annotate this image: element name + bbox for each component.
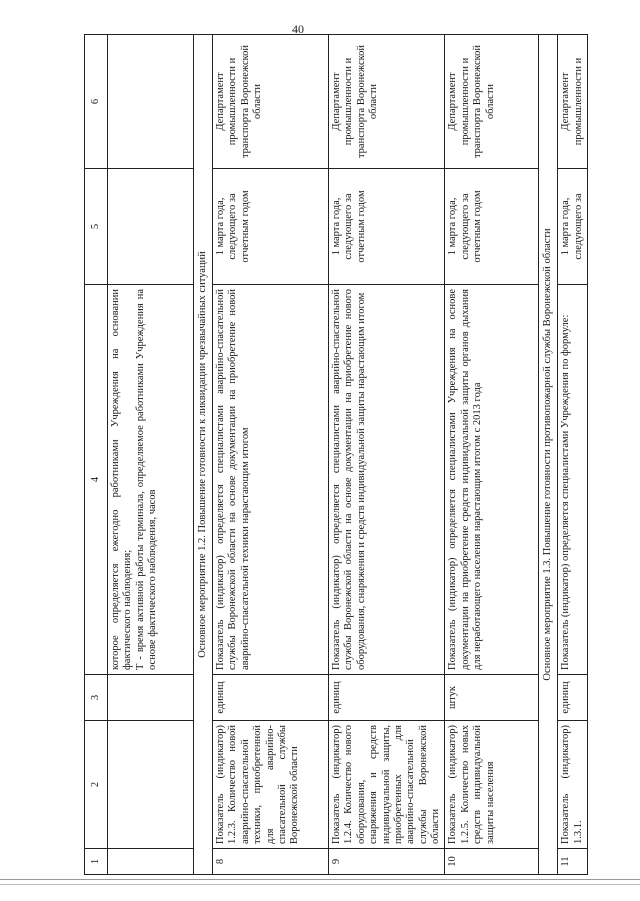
- section-title-1-3: Основное мероприятие 1.3. Повышение готовности противопожарной службы Воронежской области: [539, 35, 558, 875]
- table-row: [213, 35, 329, 875]
- rotated-table-frame: [84, 35, 602, 875]
- calculation-method: Показатель (индикатор) определяется специалистами Учреждения на основе документации на приобретение средств индивидуальной защиты органов дыхания для неработающего населения нарастающим итогом с 2013 года: [445, 285, 539, 675]
- unit: единиц: [558, 675, 588, 721]
- header-cell-4: 4: [85, 285, 108, 675]
- scan-edge-line: [0, 879, 640, 880]
- calculation-method: Показатель (индикатор) определяется специалистами Учреждения по формуле:: [558, 285, 588, 675]
- row-number: 9: [329, 849, 445, 875]
- page-number: 40: [292, 22, 304, 36]
- row-number: 11: [558, 849, 588, 875]
- table-row: [445, 35, 539, 875]
- section-title-1-2: Основное мероприятие 1.2. Повышение готовности к ликвидации чрезвычайных ситуаций: [194, 35, 213, 875]
- continuation-row: [108, 35, 194, 875]
- table-row: [329, 35, 445, 875]
- scan-edge-line: [0, 884, 640, 885]
- indicator-table: [84, 34, 588, 875]
- responsible-body: Департамент промышленности и: [558, 35, 588, 169]
- section-row-1-2: [194, 35, 213, 875]
- row-number: 8: [213, 849, 329, 875]
- section-row-1-3: [539, 35, 558, 875]
- responsible-body: Департамент промышленности и транспорта Воронежской области: [213, 35, 329, 169]
- header-cell-1: 1: [85, 849, 108, 875]
- rotated-table-container: [84, 35, 602, 875]
- deadline: 1 марта года, следующего за отчетным годом: [329, 169, 445, 285]
- indicator-name: Показатель (индикатор) 1.2.4. Количество нового оборудования, снаряжения и средств индивидуальной защиты, приобретенных для аварийно-спасательной службы Воронежской области: [329, 721, 445, 849]
- calculation-method: Показатель (индикатор) определяется специалистами аварийно-спасательной службы Воронежской области на основе документации на приобретение нового оборудования, снаряжения и средств индивидуальной защиты нарастающим итогом: [329, 285, 445, 675]
- header-row: [85, 35, 108, 875]
- calculation-method: Показатель (индикатор) определяется специалистами аварийно-спасательной службы Воронежской области на основе документации на приобретение новой аварийно-спасательной техники нарастающим итогом: [213, 285, 329, 675]
- indicator-name: Показатель (индикатор) 1.2.5. Количество новых средств индивидуальной защиты населения: [445, 721, 539, 849]
- unit: единиц: [213, 675, 329, 721]
- indicator-name: Показатель (индикатор) 1.2.3. Количество новой аварийно-спасательной техники, приобретенной для аварийно-спасательной службы Воронежской области: [213, 721, 329, 849]
- responsible-body: Департамент промышленности и транспорта Воронежской области: [329, 35, 445, 169]
- header-cell-3: 3: [85, 675, 108, 721]
- responsible-body: Департамент промышленности и транспорта Воронежской области: [445, 35, 539, 169]
- row-number: 10: [445, 849, 539, 875]
- unit: штук: [445, 675, 539, 721]
- formula-continuation-text: которое определяется ежегодно работниками Учреждения на основании фактического наблюдения; Т - время активной работы терминала, определяемое работниками Учреждения на основе фактического наблюдения, часов: [108, 285, 194, 675]
- deadline: 1 марта года, следующего за отчетным годом: [213, 169, 329, 285]
- unit: единиц: [329, 675, 445, 721]
- indicator-name: Показатель (индикатор) 1.3.1.: [558, 721, 588, 849]
- table-row: [558, 35, 588, 875]
- deadline: 1 марта года, следующего за: [558, 169, 588, 285]
- header-cell-5: 5: [85, 169, 108, 285]
- header-cell-6: 6: [85, 35, 108, 169]
- header-cell-2: 2: [85, 721, 108, 849]
- deadline: 1 марта года, следующего за отчетным годом: [445, 169, 539, 285]
